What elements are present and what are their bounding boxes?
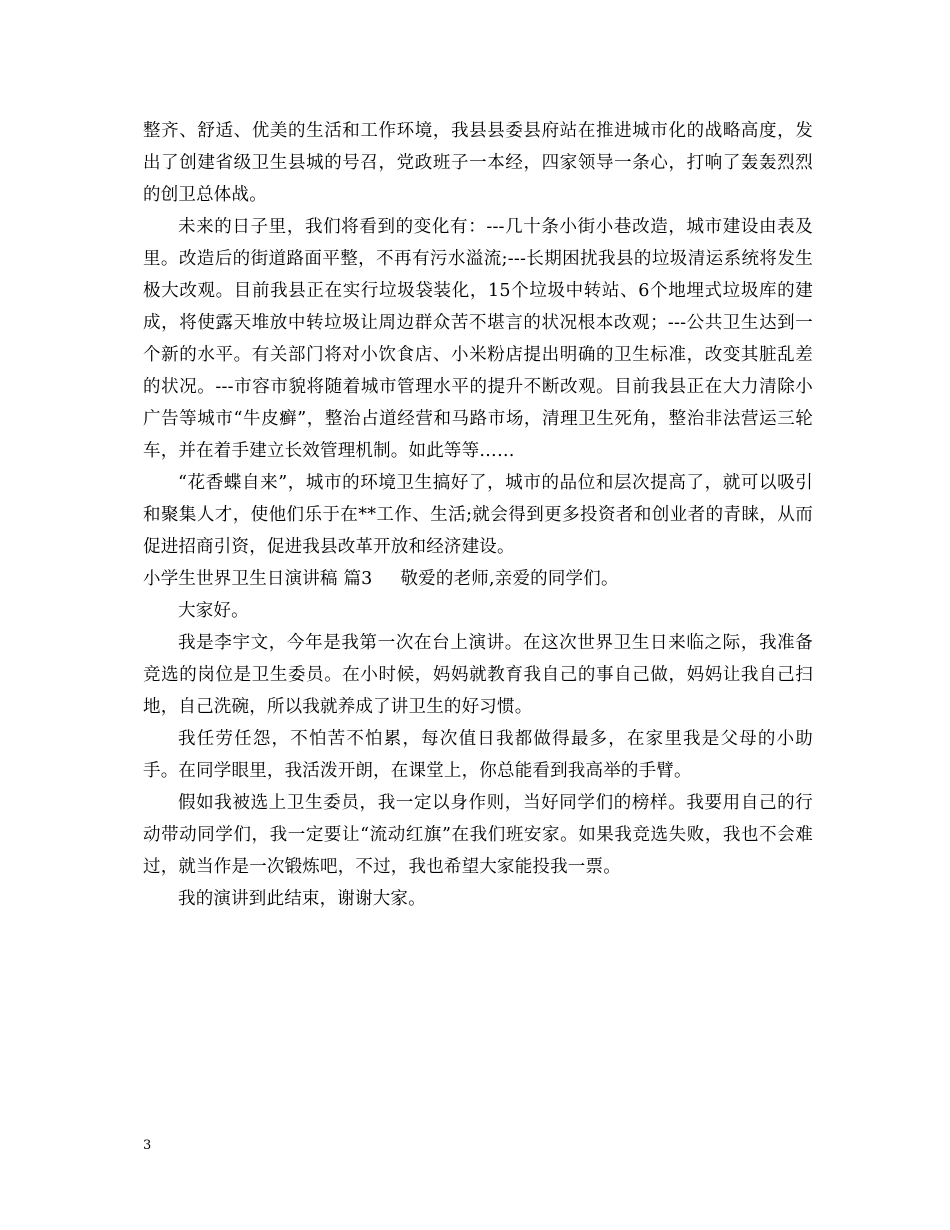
paragraph-future-changes: 未来的日子里，我们将看到的变化有：---几十条小街小巷改造，城市建设由表及里。改造后的街道路面平整，不再有污水溢流;---长期困扰我县的垃圾清运系统将发生极大改观。目前我县正在实行垃圾袋装化，15个垃圾中转站、6个地埋式垃圾库的建成，将使露天堆放中转垃圾让周边群众苦不堪言的状况根本改观；---公共卫生达到一个新的水平。有关部门将对小饮食店、小米粉店提出明确的卫生标准，改变其脏乱差的状况。---市容市貌将随着城市管理水平的提升不断改观。目前我县正在大力清除小广告等城市“牛皮癣”，整治占道经营和马路市场，清理卫生死角，整治非法营运三轮车，并在着手建立长效管理机制。如此等等…… xyxy=(143,217,813,461)
section-heading xyxy=(143,563,813,595)
paragraph-intro-continued: 整齐、舒适、优美的生活和工作环境，我县县委县府站在推进城市化的战略高度，发出了创建省级卫生县城的号召，党政班子一本经，四家领导一条心，打响了轰轰烈烈的创卫总体战。 xyxy=(143,121,813,205)
speech-paragraph-pledge: 假如我被选上卫生委员，我一定以身作则，当好同学们的榜样。我要用自己的行动带动同学们，我一定要让“流动红旗”在我们班安家。如果我竞选失败，我也不会难过，就当作是一次锻炼吧，不过，我也希望大家能投我一票。 xyxy=(143,793,813,877)
section-title: 小学生世界卫生日演讲稿 篇3 xyxy=(143,569,373,589)
speech-paragraph-diligence: 我任劳任怨，不怕苦不怕累，每次值日我都做得最多，在家里我是父母的小助手。在同学眼里，我活泼开朗，在课堂上，你总能看到我高举的手臂。 xyxy=(143,729,813,781)
paragraph-flowers-butterflies: “花香蝶自来”，城市的环境卫生搞好了，城市的品位和层次提高了，就可以吸引和聚集人才，使他们乐于在**工作、生活;就会得到更多投资者和创业者的青睐，从而促进招商引资，促进我县改革开放和经济建设。 xyxy=(143,473,813,557)
speech-paragraph-closing: 我的演讲到此结束，谢谢大家。 xyxy=(178,889,426,909)
speech-paragraph-introduction: 我是李宇文，今年是我第一次在台上演讲。在这次世界卫生日来临之际，我准备竞选的岗位是卫生委员。在小时候，妈妈就教育我自己的事自己做，妈妈让我自己扫地，自己洗碗，所以我就养成了讲卫生的好习惯。 xyxy=(143,633,813,717)
speech-paragraph-hello: 大家好。 xyxy=(178,601,249,621)
document-body xyxy=(143,115,813,915)
page-number: 3 xyxy=(143,1138,152,1153)
speech-greeting: 敬爱的老师,亲爱的同学们。 xyxy=(400,569,619,589)
